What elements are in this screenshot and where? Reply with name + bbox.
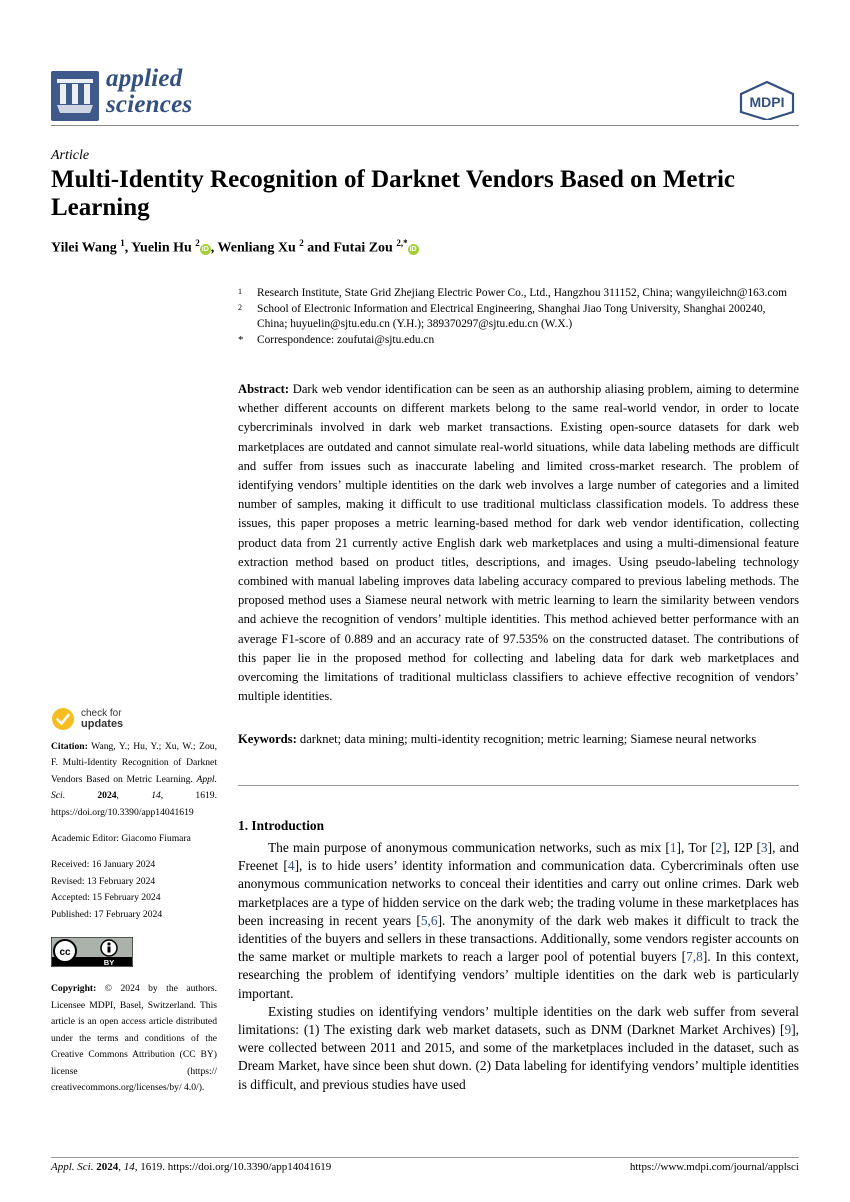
section-heading: 1. Introduction bbox=[238, 818, 325, 833]
author-list: Yilei Wang $^1$, Yuelin Hu $^2$iD , Wenliang Xu $^2$ and Futai Zou $^{2,*}$iD bbox=[51, 238, 417, 256]
journal-name: applied sciences bbox=[106, 65, 193, 118]
paragraph: Existing studies on identifying vendors’ multiple identities on the dark web suffer from several limitations: (1) The existing dark web market datasets, such as DNM (Darknet Market Archives) [9], were collected between 2011 and 2015, and some of the marketplaces included in the dataset, such as Dream Market, have since been shut down. (2) Data labeling for identifying vendors’ multiple identities is difficult, and previous studies have used bbox=[238, 1003, 799, 1092]
footer-journal-url[interactable]: https://www.mdpi.com/journal/applsci bbox=[629, 1161, 799, 1173]
footer-citation: Appl. Sci. 2024, 14, 1619. https://doi.org/10.3390/app14041619 bbox=[51, 1161, 332, 1173]
flasks-icon bbox=[51, 71, 99, 121]
svg-text:MDPI: MDPI bbox=[749, 94, 785, 110]
correspondence: * Correspondence: zoufutai@sjtu.edu.cn bbox=[238, 333, 435, 346]
citation-link[interactable]: 3 bbox=[760, 840, 768, 855]
orcid-icon[interactable]: iD bbox=[201, 245, 209, 253]
doi-link[interactable]: https://doi.org/10.3390/app14041619 bbox=[51, 806, 194, 818]
citation-link[interactable]: 4 bbox=[287, 858, 295, 874]
academic-editor: Academic Editor: Giacomo Fiumara bbox=[51, 833, 191, 845]
mdpi-logo bbox=[737, 80, 797, 120]
abstract: Abstract: Dark web vendor identification can be seen as an authorship aliasing problem, aiming to determine whether different accounts on different markets belong to the same real-world vendor, in order to locate cybercriminals involved in dark web market transactions. Existing open-source datasets for dark web marketplaces are outdated and cannot simulate real-world situations, while data labeling methods are difficult and suffer from issues such as inaccurate labeling and limited cross-market research. The problem of identifying vendors’ multiple identities on the dark web involves a large number of categories and a limited number of samples, making it difficult to use traditional multiclass classification models. To address these issues, this paper proposes a metric learning-based method for dark web vendor identification, collecting product data from 21 currently active English dark web marketplaces and using a multi-dimensional feature extraction method based on product titles, descriptions, and images. Using pseudo-labeling technology combined with manual labeling improves data labeling accuracy compared to previous labeling methods. The proposed method uses a Siamese neural network with metric learning to learn the similarity between vendors and achieve the recognition of vendors’ multiple identities. This method achieved better performance with an average F1-score of 0.889 and an accuracy rate of 97.535% on the constructed dataset. The contributions of this paper lie in the proposed method for collecting and labeling data for dark web marketplaces and overcoming the limitations of traditional multiclass classifiers to achieve effective recognition of vendors’ multiple identities. bbox=[238, 382, 799, 704]
orcid-icon[interactable]: iD bbox=[409, 245, 417, 253]
paragraph: The main purpose of anonymous communication networks, such as mix [1], Tor [2], I2P [3], and Freenet [4], is to hide users’ identity information and communication data. Cybercriminals often use anonymous communication networks to conceal their identities and carry out online crimes. Dark web marketplaces are a type of hidden service on the dark web; the trading volume in these marketplaces has been increasing in recent years [5,6]. The anonymity of the dark web makes it difficult to track the identities of the buyers and sellers in these transactions. Additionally, some vendors register accounts on the same market or multiple markets to reach a larger pool of potential buyers [7,8]. In this context, researching the problem of identifying vendors’ multiple identities on the dark web is particularly important. bbox=[238, 840, 799, 1001]
svg-text:cc: cc bbox=[59, 947, 71, 959]
affiliation-1: 1 Research Institute, State Grid Zhejiang Electric Power Co., Ltd., Hangzhou 311152, China; wangyileichn@163.com bbox=[238, 287, 788, 299]
history-dates: Received: 16 January 2024 Revised: 13 February 2024 Accepted: 15 February 2024 Published: 17 February 2024 bbox=[51, 859, 163, 920]
affiliations bbox=[238, 286, 798, 348]
svg-text:BY: BY bbox=[103, 958, 115, 968]
copyright: Copyright: © 2024 by the authors. Licensee MDPI, Basel, Switzerland. This article is an open access article distributed under the terms and conditions of the Creative Commons Attribution (CC BY) license (https:// creativecommons.org/licenses/by/ 4.0/). bbox=[51, 983, 217, 1093]
citation-link[interactable]: 2 bbox=[715, 840, 723, 855]
citation-link[interactable]: 5,6 bbox=[420, 912, 438, 928]
cc-by-license-icon[interactable] bbox=[51, 937, 133, 967]
sidebar bbox=[51, 705, 217, 1106]
article-type: Article bbox=[51, 148, 90, 163]
citation-link[interactable]: 7,8 bbox=[686, 949, 703, 965]
section-rule bbox=[238, 785, 799, 786]
keywords: Keywords: darknet; data mining; multi-identity recognition; metric learning; Siamese neural networks bbox=[238, 732, 757, 746]
header-rule bbox=[51, 125, 799, 126]
article-title: Multi-Identity Recognition of Darknet Vendors Based on Metric Learning bbox=[51, 166, 735, 221]
intro-body bbox=[238, 839, 799, 1094]
journal-logo bbox=[51, 71, 99, 121]
footer-rule bbox=[51, 1157, 799, 1158]
citation-link[interactable]: 1 bbox=[669, 840, 677, 855]
check-for-updates-button[interactable]: check for updates bbox=[51, 705, 217, 733]
citation: Citation: Wang, Y.; Hu, Y.; Xu, W.; Zou, F. Multi-Identity Recognition of Darknet Vendors Based on Metric Learning. Appl. Sci. 2024, 14, 1619. https://doi.org/10.3390/app14041619 bbox=[51, 741, 217, 818]
check-updates-icon bbox=[51, 707, 75, 731]
affiliation-2: 2 School of Electronic Information and Electrical Engineering, Shanghai Jiao Tong University, Shanghai 200240, China; huyuelin@sjtu.edu.cn (Y.H.); 389370297@sjtu.edu.cn (W.X.) bbox=[238, 302, 766, 331]
citation-link[interactable]: 9 bbox=[784, 1022, 792, 1038]
